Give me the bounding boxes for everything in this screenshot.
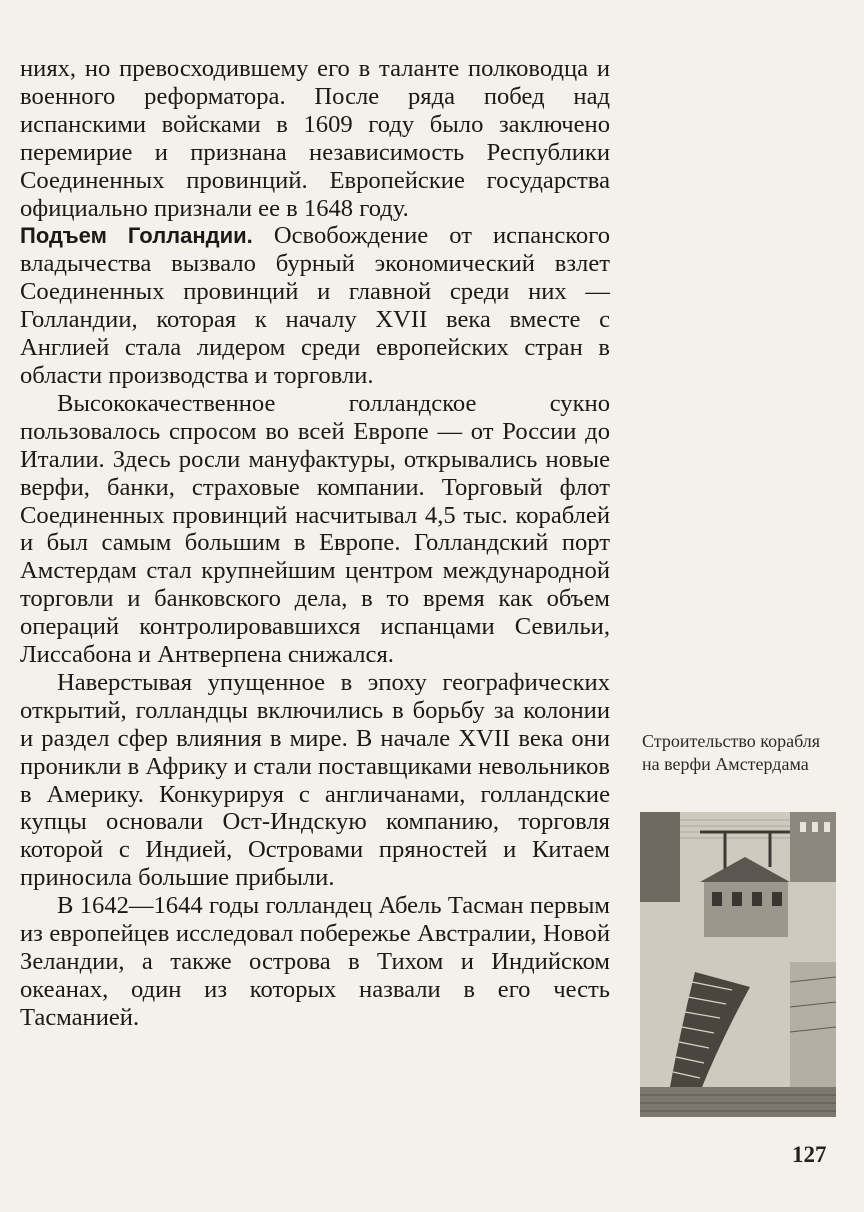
paragraph-1: ниях, но превосходившему его в таланте полководца и военного реформатора. После ряда побед над испанскими войсками в 1609 году было заключено перемирие и признана независимость Республики Соединенных провинций. Европейские государства официально признали ее в 1648 году. (20, 55, 610, 222)
shipyard-illustration (640, 812, 836, 1117)
figure-caption: Строительство корабля на верфи Амстердама (642, 731, 821, 774)
paragraph-5: В 1642—1644 годы голландец Абель Тасман первым из европейцев исследовал побережье Австралии, Новой Зеландии, а также острова в Тихом и Индийском океанах, один из которых назвали в его честь Тасманией. (20, 892, 610, 1031)
paragraph-4: Наверстывая упущенное в эпоху географических открытий, голландцы включились в борьбу за колонии и раздел сфер влияния в мире. В начале XVII века они проникли в Африку и стали поставщиками невольников в Америку. Конкурируя с англичанами, голландские купцы основали Ост-Индскую компанию, торговля которой с Индией, Островами пряностей и Китаем приносила большие прибыли. (20, 668, 610, 892)
section-heading: Подъем Голландии. (20, 223, 253, 249)
page-number: 127 (792, 1142, 827, 1167)
main-text (20, 55, 610, 1032)
paragraph-2 (20, 222, 610, 389)
paragraph-3: Высококачественное голландское сукно пользовалось спросом во всей Европе — от России до Италии. Здесь росли мануфактуры, открывались новые верфи, банки, страховые компании. Торговый флот Соединенных провинций насчитывал 4,5 тыс. кораблей и был самым большим в Европе. Голландский порт Амстердам стал крупнейшим центром международной торговли и банковского дела, в то время как объем операций контролировавшихся испанцами Севильи, Лиссабона и Антверпена снижался. (20, 389, 610, 669)
paragraph-2-text: Освобождение от испанского владычества вызвало бурный экономический взлет Соединенных провинций и главной среди них — Голландии, которая к началу XVII века вместе с Англией стала лидером среди европейских стран в области производства и торговли. (20, 222, 611, 389)
